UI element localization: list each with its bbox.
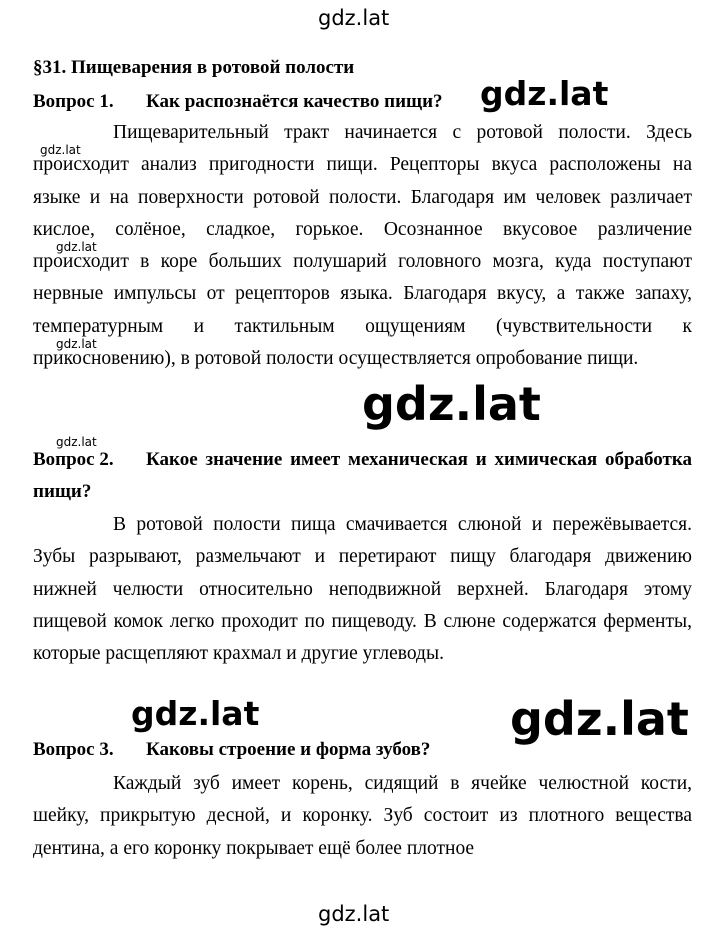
- watermark-bottom: gdz.lat: [318, 902, 390, 926]
- question-1-answer: Пищеварительный тракт начинается с ротовой полости. Здесь происходит анализ пригодности пищи. Рецепторы вкуса расположены на языке и на поверхности ротовой полости. Благодаря им человек различает кислое, солёное, сладкое, горькое. Осознанное вкусовое различение происходит в коре больших полушарий головного мозга, куда поступают нервные импульсы от рецепторов языка. Благодаря вкусу, а также запаху, температурным и тактильным ощущениям (чувствительности к прикосновению), в ротовой полости осуществляется опробование пищи.: [33, 122, 692, 370]
- question-3-number: Вопрос 3.: [33, 739, 114, 760]
- question-3-answer: Каждый зуб имеет корень, сидящий в ячейке челюстной кости, шейку, прикрытую десной, и коронку. Зуб состоит из плотного вещества дентина, а его коронку покрывает ещё более плотное: [33, 773, 692, 859]
- question-3-heading: [33, 734, 692, 766]
- watermark-small-2: gdz.lat: [56, 240, 97, 254]
- watermark-small-1: gdz.lat: [40, 143, 81, 157]
- watermark-large-1: gdz.lat: [480, 74, 609, 113]
- question-2-number: Вопрос 2.: [33, 449, 114, 470]
- question-2-heading: [33, 444, 692, 508]
- question-1-number: Вопрос 1.: [33, 91, 114, 112]
- section-title: §31. Пищеварения в ротовой полости: [33, 57, 355, 78]
- question-2-title: Какое значение имеет механическая и химическая обработка пищи?: [33, 449, 692, 502]
- watermark-xl-2: gdz.lat: [510, 692, 689, 746]
- watermark-small-3: gdz.lat: [56, 337, 97, 351]
- question-2-answer: В ротовой полости пища смачивается слюной и пережёвывается. Зубы разрывают, размельчают и перетирают пищу благодаря движению нижней челюсти относительно неподвижной верхней. Благодаря этому пищевой комок легко проходит по пищеводу. В слюне содержатся ферменты, которые расщепляют крахмал и другие углеводы.: [33, 514, 692, 665]
- question-1-title: Как распознаётся качество пищи?: [146, 91, 443, 112]
- watermark-top: gdz.lat: [318, 6, 390, 30]
- watermark-large-2: gdz.lat: [131, 694, 260, 733]
- watermark-small-4: gdz.lat: [56, 435, 97, 449]
- watermark-xl-1: gdz.lat: [362, 377, 541, 431]
- question-3-title: Каковы строение и форма зубов?: [146, 739, 431, 760]
